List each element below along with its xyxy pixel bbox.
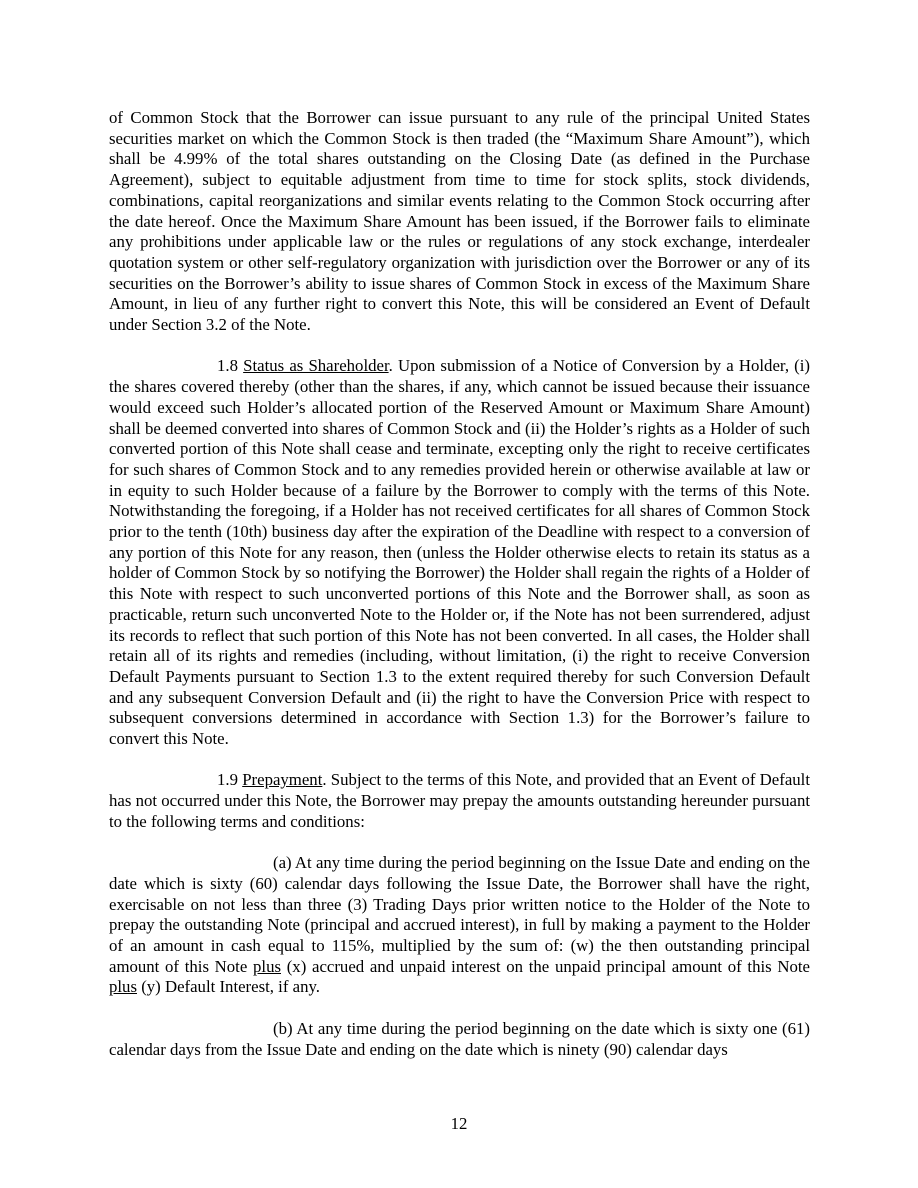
section-1-9-prepayment: 1.9 Prepayment. Subject to the terms of this Note, and provided that an Event of Default has not occurred under this Note, the Borrower may prepay the amounts outstanding hereunder pursuant to the following terms and conditions:: [109, 770, 811, 831]
section-1-8-status-as-shareholder: 1.8 Status as Shareholder. Upon submission of a Notice of Conversion by a Holder, (i) the shares covered thereby (other than the shares, if any, which cannot be issued because their issuance would exceed such Holder’s allocated portion of the Reserved Amount or Maximum Share Amount) shall be deemed converted into shares of Common Stock and (ii) the Holder’s rights as a Holder of such converted portion of this Note shall cease and terminate, excepting only the right to receive certificates for such shares of Common Stock and to any remedies provided herein or otherwise available at law or in equity to such Holder because of a failure by the Borrower to comply with the terms of this Note. Notwithstanding the foregoing, if a Holder has not received certificates for all shares of Common Stock prior to the tenth (10th) business day after the expiration of the Deadline with respect to a conversion of any portion of this Note for any reason, then (unless the Holder otherwise elects to retain its status as a holder of Common Stock by so notifying the Borrower) the Holder shall regain the rights of a Holder of this Note with respect to such unconverted portions of this Note and the Borrower shall, as soon as practicable, return such unconverted Note to the Holder or, if the Note has not been surrendered, adjust its records to reflect that such portion of this Note has not been converted. In all cases, the Holder shall retain all of its rights and remedies (including, without limitation, (i) the right to receive Conversion Default Payments pursuant to Section 1.3 to the extent required thereby for such Conversion Default and any subsequent Conversion Default and (ii) the right to have the Conversion Price with respect to subsequent conversions determined in accordance with Section 1.3) for the Borrower’s failure to convert this Note.: [109, 356, 811, 749]
paragraph-max-share-amount: of Common Stock that the Borrower can issue pursuant to any rule of the principal United States securities market on which the Common Stock is then traded (the “Maximum Share Amount”), which shall be 4.99% of the total shares outstanding on the Closing Date (as defined in the Purchase Agreement), subject to equitable adjustment from time to time for stock splits, stock dividends, combinations, capital reorganizations and similar events relating to the Common Stock occurring after the date hereof. Once the Maximum Share Amount has been issued, if the Borrower fails to eliminate any prohibitions under applicable law or the rules or regulations of any stock exchange, interdealer quotation system or other self-regulatory organization with jurisdiction over the Borrower or any of its securities on the Borrower’s ability to issue shares of Common Stock in excess of the Maximum Share Amount, in lieu of any further right to convert this Note, this will be considered an Event of Default under Section 3.2 of the Note.: [109, 108, 810, 335]
page-number: 12: [450, 1114, 468, 1133]
plus-term: plus: [253, 956, 281, 976]
section-heading: Status as Shareholder: [243, 356, 389, 376]
section-number: 1.9: [217, 770, 238, 790]
page-body: [109, 108, 810, 1060]
subsection-a: [109, 853, 810, 998]
subsection-a-text: (y) Default Interest, if any.: [141, 977, 320, 997]
section-heading: Prepayment: [242, 770, 323, 790]
subsection-a-text: (a) At any time during the period beginning on the Issue Date and ending on the date which is sixty (60) calendar days following the Issue Date, the Borrower shall have the right, exercisable on not less than three (3) Trading Days prior written notice to the Holder of the Note to prepay the outstanding Note (principal and accrued interest), in full by making a payment to the Holder of an amount in cash equal to 115%, multiplied by the sum of: (w) the then outstanding principal amount of this Note: [109, 853, 810, 976]
section-number: 1.8: [217, 356, 238, 376]
section-body: Upon submission of a Notice of Conversion by a Holder, (i) the shares covered thereby (other than the shares, if any, which cannot be issued because their issuance would exceed such Holder’s allocated portion of the Reserved Amount or Maximum Share Amount) shall be deemed converted into shares of Common Stock and (ii) the Holder’s rights as a Holder of such converted portion of this Note shall cease and terminate, excepting only the right to receive certificates for such shares of Common Stock and to any remedies provided herein or otherwise available at law or in equity to such Holder because of a failure by the Borrower to comply with the terms of this Note. Notwithstanding the foregoing, if a Holder has not received certificates for all shares of Common Stock prior to the tenth (10th) business day after the expiration of the Deadline with respect to a conversion of any portion of this Note for any reason, then (unless the Holder otherwise elects to retain its status as a holder of Common Stock by so notifying the Borrower) the Holder shall regain the rights of a Holder of this Note with respect to such unconverted portions of this Note and the Borrower shall, as soon as practicable, return such unconverted Note to the Holder or, if the Note has not been surrendered, adjust its records to reflect that such portion of this Note has not been converted. In all cases, the Holder shall retain all of its rights and remedies (including, without limitation, (i) the right to receive Conversion Default Payments pursuant to Section 1.3 to the extent required thereby for such Conversion Default and any subsequent Conversion Default and (ii) the right to have the Conversion Price with respect to subsequent conversions determined in accordance with Section 1.3) for the Borrower’s failure to convert this Note.: [109, 356, 811, 749]
plus-term: plus: [109, 977, 137, 997]
subsection-a-text: (x) accrued and unpaid interest on the unpaid principal amount of this Note: [286, 956, 810, 976]
section-body: Subject to the terms of this Note, and provided that an Event of Default has not occurred under this Note, the Borrower may prepay the amounts outstanding hereunder pursuant to the following terms and conditions:: [109, 770, 811, 831]
subsection-b: (b) At any time during the period beginning on the date which is sixty one (61) calendar days from the Issue Date and ending on the date which is ninety (90) calendar days: [109, 1018, 810, 1059]
